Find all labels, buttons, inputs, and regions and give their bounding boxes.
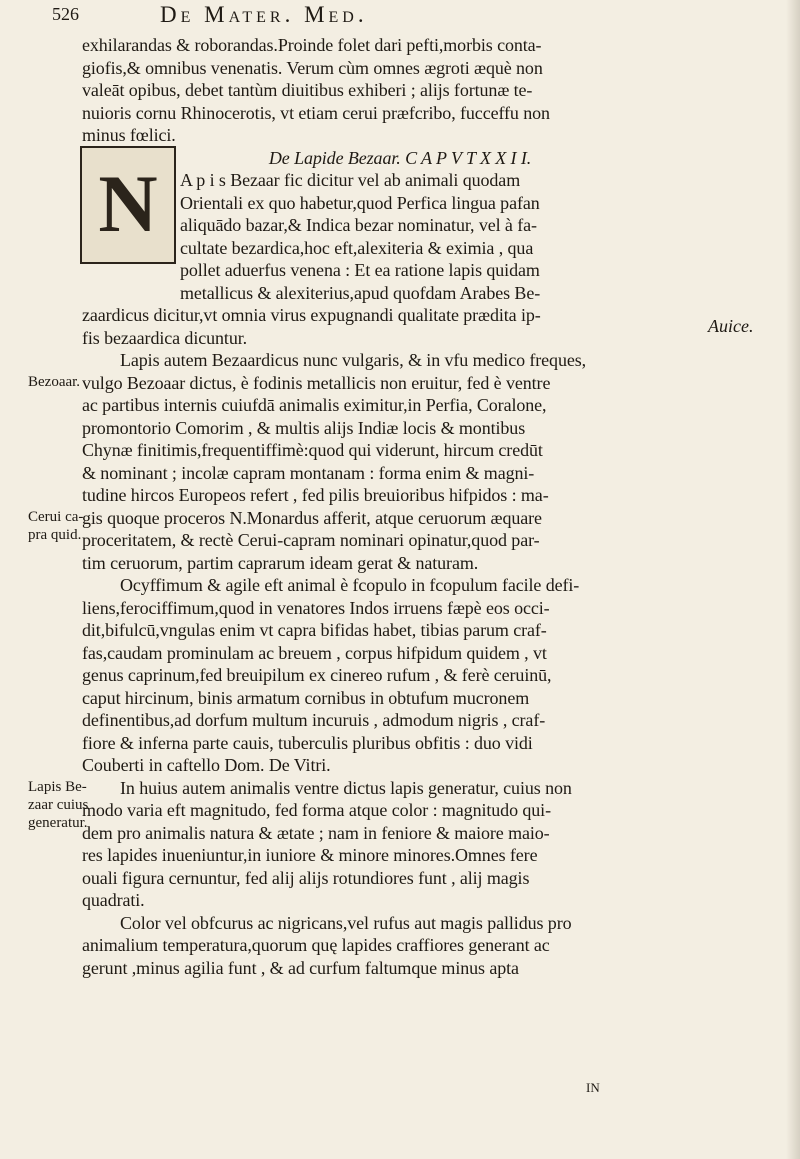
text-line: modo varia eft magnitudo, fed forma atque color : magnitudo qui- bbox=[82, 800, 551, 820]
text-line: proceritatem, & rectè Cerui-capram nominari opinatur,quod par- bbox=[82, 530, 540, 550]
text-line: exhilarandas & roborandas.Proinde folet dari pefti,morbis conta- bbox=[82, 35, 542, 55]
text-line: gerunt ,minus agilia funt , & ad curfum faltumque minus apta bbox=[82, 957, 519, 978]
text-line: pollet aduerfus venena : Et ea ratione lapis quidam bbox=[180, 260, 540, 280]
text-line: metallicus & alexiterius,apud quofdam Arabes Be- bbox=[180, 282, 541, 303]
text-line: genus caprinum,fed breuipilum ex cinereo rufum , & ferè ceruinū, bbox=[82, 665, 552, 685]
text-line: Couberti in caftello Dom. De Vitri. bbox=[82, 755, 331, 775]
text-line: valeāt opibus, debet tantùm diuitibus exhiberi ; alijs fortunæ te- bbox=[82, 80, 533, 100]
initial-letter: N bbox=[98, 158, 158, 249]
margin-note-line: Bezoaar. bbox=[28, 374, 81, 390]
text-line: promontorio Comorim , & multis alijs Indiæ locis & montibus bbox=[82, 417, 526, 438]
text-line: Ocyffimum & agile eft animal è fcopulo in fcopulum facile defi- bbox=[120, 575, 580, 595]
margin-note-line: zaar cuius bbox=[28, 797, 89, 813]
margin-note-line: Cerui ca- bbox=[28, 509, 84, 525]
text-line: fis bezaardica dicuntur. bbox=[82, 327, 248, 348]
page-number: 526 bbox=[52, 4, 79, 24]
margin-note-line: Lapis Be- bbox=[28, 779, 87, 795]
text-line: ac partibus internis cuiufdā animalis eximitur,in Perfia, Coralone, bbox=[82, 395, 547, 415]
text-line: minus fœlici. bbox=[82, 125, 176, 145]
text-line: & nominant ; incolæ capram montanam : forma enim & magni- bbox=[82, 462, 535, 483]
text-line: vulgo Bezoaar dictus, è fodinis metallicis non eruitur, fed è ventre bbox=[82, 372, 551, 393]
text-line: Color vel obfcurus ac nigricans,vel rufus aut magis pallidus pro bbox=[120, 912, 572, 933]
text-line: animalium temperatura,quorum quę lapides craffiores generant ac bbox=[82, 935, 550, 955]
running-title: De Mater. Med. bbox=[160, 2, 368, 27]
margin-note-line: generatur. bbox=[28, 815, 88, 831]
body-text bbox=[82, 34, 708, 979]
text-line: aliquādo bazar,& Indica bezar nominatur, vel à fa- bbox=[180, 215, 537, 235]
text-line: res lapides inueniuntur,in iuniore & minore minores.Omnes fere bbox=[82, 845, 538, 865]
text-line: gis quoque proceros N.Monardus afferit, atque ceruorum æquare bbox=[82, 507, 542, 528]
text-line: In huius autem animalis ventre dictus lapis generatur, cuius non bbox=[120, 777, 572, 798]
text-line: liens,ferociffimum,quod in venatores Indos irruens fæpè eos occi- bbox=[82, 597, 550, 618]
text-line: Orientali ex quo habetur,quod Perfica lingua pafan bbox=[180, 192, 540, 213]
page-edge-shadow bbox=[786, 0, 800, 1159]
text-line: zaardicus dicitur,vt omnia virus expugnandi qualitate prædita ip- bbox=[82, 305, 541, 325]
text-line: Chynæ finitimis,frequentiffimè:quod qui viderunt, hircum credūt bbox=[82, 440, 543, 460]
text-line: fiore & inferna parte cauis, tuberculis pluribus obfitis : duo vidi bbox=[82, 732, 533, 753]
margin-note-line: pra quid. bbox=[28, 527, 82, 543]
text-line: tim ceruorum, partim caprarum ideam gerat & naturam. bbox=[82, 552, 479, 573]
text-line: tudine hircos Europeos refert , fed pilis breuioribus hifpidos : ma- bbox=[82, 485, 549, 505]
text-line: dem pro animalis natura & ætate ; nam in feniore & maiore maio- bbox=[82, 822, 550, 843]
text-line: giofis,& omnibus venenatis. Verum cùm omnes ægroti æquè non bbox=[82, 57, 543, 78]
text-line: dit,bifulcū,vngulas enim vt capra bifidas habet, tibias parum craf- bbox=[82, 620, 547, 640]
text-line: definentibus,ad dorfum multum incuruis , admodum nigris , craf- bbox=[82, 710, 546, 730]
chapter-heading: De Lapide Bezaar. C A P V T X X I I. bbox=[268, 147, 532, 168]
text-line: nuioris cornu Rhinocerotis, vt etiam cerui præfcribo, fucceffu non bbox=[82, 102, 550, 123]
text-line: ouali figura cernuntur, fed alij alijs rotundiores funt , alij magis bbox=[82, 867, 530, 888]
margin-note-auice: Auice. bbox=[708, 316, 754, 336]
margin-note-cerui-capra bbox=[28, 508, 83, 544]
text-line: cultate bezardica,hoc eft,alexiteria & eximia , qua bbox=[180, 237, 534, 258]
margin-note-lapis bbox=[28, 778, 88, 832]
margin-note-bezoaar bbox=[28, 373, 80, 391]
text-line: fas,caudam prominulam ac breuem , corpus hifpidum quidem , vt bbox=[82, 642, 547, 663]
text-line: caput hircinum, binis armatum cornibus in obtufum mucronem bbox=[82, 687, 530, 708]
text-line: Lapis autem Bezaardicus nunc vulgaris, & in vfu medico freques, bbox=[120, 350, 587, 370]
text-line: A p i s Bezaar fic dicitur vel ab animali quodam bbox=[180, 170, 521, 190]
text-line: quadrati. bbox=[82, 890, 145, 910]
catchword: IN bbox=[586, 1080, 600, 1095]
